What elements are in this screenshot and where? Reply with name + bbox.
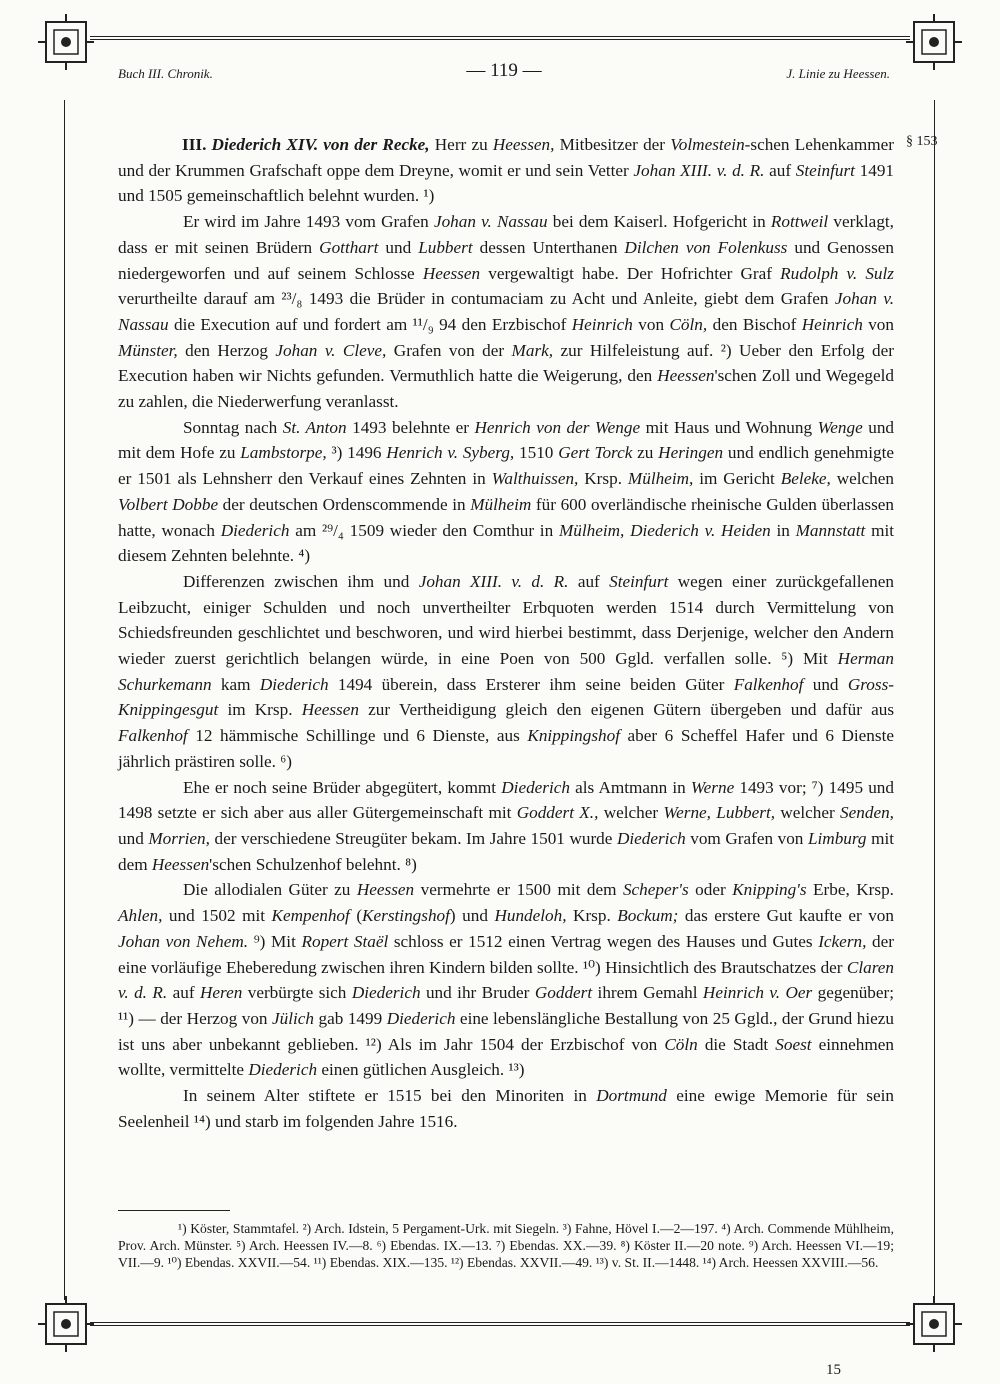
frame-top-line-inner: [90, 39, 910, 40]
paragraph: Sonntag nach St. Anton 1493 belehnte er Henrich von der Wenge mit Haus und Wohnung Wenge und mit dem Hofe zu Lambstorpe, ³) 1496 Henrich v. Syberg, 1510 Gert Torck zu Heringen und endlich genehmigte er 1501 als Lehnsherr den Verkauf eines Zehnten in Walthuissen, Krsp. Mülheim, im Gericht Beleke, welchen Volbert Dobbe der deutschen Ordenscommende in Mülheim für 600 overländische rheinische Gulden überlassen hatte, wonach Diederich am ²⁹/₄ 1509 wieder den Comthur in Mülheim, Diederich v. Heiden in Mannstatt mit diesem Zehnten belehnte. ⁴): [118, 417, 895, 566]
frame-left-line: [64, 100, 65, 1300]
header-book-title: Buch III. Chronik.: [118, 66, 213, 81]
corner-ornament-top-left: [38, 14, 94, 70]
footnotes: [118, 1220, 894, 1271]
paragraph: III. Diederich XIV. von der Recke, Herr zu Heessen, Mitbesitzer der Volmestein-schen Lehenkammer und der Krummen Grafschaft oppe dem Dreyne, womit er und sein Vetter Johan XIII. v. d. R. auf Steinfurt 1491 und 1505 gemeinschaftlich belehnt wurden. ¹): [118, 135, 895, 206]
frame-bottom-line: [90, 1322, 910, 1323]
corner-ornament-bottom-right: [906, 1296, 962, 1352]
paragraph: In seinem Alter stiftete er 1515 bei den Minoriten in Dortmund eine ewige Memorie für sein Seelenheil ¹⁴) und starb im folgenden Jahre 1516.: [118, 1086, 894, 1131]
header-line-title: J. Linie zu Heessen.: [786, 66, 890, 81]
footnote-text: ¹) Köster, Stammtafel. ²) Arch. Idstein, 5 Pergament-Urk. mit Siegeln. ³) Fahne, Hövel I.—2—197. ⁴) Arch. Commende Mühlheim, Prov. Arch. Münster. ⁵) Arch. Heessen IV.—8. ⁶) Ebendas. IX.—13. ⁷) Ebendas. XX.—39. ⁸) Köster II.—20 note. ⁹) Arch. Heessen VI.—19; VII.—9. ¹⁰) Ebendas. XXVII.—54. ¹¹) Ebendas. XIX.—135. ¹²) Ebendas. XXVII.—49. ¹³) v. St. II.—1448. ¹⁴) Arch. Heessen XXVIII.—56.: [118, 1221, 894, 1270]
footnote-rule: [118, 1210, 230, 1211]
corner-ornament-bottom-left: [38, 1296, 94, 1352]
frame-bottom-line-inner: [90, 1325, 910, 1326]
frame-top-line: [90, 36, 910, 37]
paragraph: Ehe er noch seine Brüder abgegütert, kommt Diederich als Amtmann in Werne 1493 vor; ⁷) 1495 und 1498 setzte er sich aber aus aller Gütergemeinschaft mit Goddert X., welcher Werne, Lubbert, welcher Senden, und Morrien, der verschiedene Streugüter bekam. Im Jahre 1501 wurde Diederich vom Grafen von Limburg mit dem Heessen'schen Schulzenhof belehnt. ⁸): [118, 777, 895, 874]
section-margin-note: § 153: [906, 134, 938, 149]
body-text: [118, 132, 894, 1134]
frame-right-line: [934, 100, 935, 1300]
paragraph: Die allodialen Güter zu Heessen vermehrte er 1500 mit dem Scheper's oder Knipping's Erbe, Krsp. Ahlen, und 1502 mit Kempenhof (Kerstingshof) und Hundeloh, Krsp. Bockum; das erstere Gut kaufte er von Johan von Nehem. ⁹) Mit Ropert Staël schloss er 1512 einen Vertrag wegen des Hauses und Gutes Ickern, der eine vorläufige Eheberedung zwischen ihren Kindern bilden sollte. ¹⁰) Hinsichtlich des Brautschatzes der Claren v. d. R. auf Heren verbürgte sich Diederich und ihr Bruder Goddert ihrem Gemahl Heinrich v. Oer gegenüber; ¹¹) — der Herzog von Jülich gab 1499 Diederich eine lebenslängliche Bestallung von 25 Ggld., der Grund hiezu ist uns aber unbekannt geblieben. ¹²) Als im Jahr 1504 der Erzbischof von Cöln die Stadt Soest einnehmen wollte, vermittelte Diederich einen gütlichen Ausgleich. ¹³): [118, 880, 895, 1080]
paragraph: Er wird im Jahre 1493 vom Grafen Johan v. Nassau bei dem Kaiserl. Hofgericht in Rottweil verklagt, dass er mit seinen Brüdern Gotthart und Lubbert dessen Unterthanen Dilchen von Folenkuss und Genossen niedergeworfen und auf seinem Schlosse Heessen vergewaltigt habe. Der Hofrichter Graf Rudolph v. Sulz verurtheilte darauf am ²³/₈ 1493 die Brüder in contumaciam zu Acht und Anleite, giebt dem Grafen Johan v. Nassau die Execution auf und fordert am ¹¹/₉ 94 den Erzbischof Heinrich von Cöln, den Bischof Heinrich von Münster, den Herzog Johan v. Cleve, Grafen von der Mark, zur Hilfeleistung auf. ²) Ueber den Erfolg der Execution haben wir Nichts gefunden. Vermuthlich hatte die Weigerung, den Heessen'schen Zoll und Wegegeld zu zahlen, die Niederwerfung veranlasst.: [118, 212, 894, 412]
running-header: [118, 60, 890, 88]
signature-mark: 15: [826, 1362, 841, 1378]
page-number: — 119 —: [466, 60, 542, 81]
paragraph: Differenzen zwischen ihm und Johan XIII. v. d. R. auf Steinfurt wegen einer zurückgefallenen Leibzucht, einiger Schulden und noch unvertheilter Erbquoten werden 1514 durch Vermittelung von Schiedsfreunden geschlichtet und beschworen, und wird hierbei bestimmt, dass Derjenige, welcher den Andern wieder zuerst gerichtlich belangen würde, in eine Poen von 500 Ggld. verfallen solle. ⁵) Mit Herman Schurkemann kam Diederich 1494 überein, dass Ersterer ihm seine beiden Güter Falkenhof und Gross-Knippingesgut im Krsp. Heessen zur Vertheidigung gleich den eigenen Gütern übergeben und dafür aus Falkenhof 12 hämmische Schillinge und 6 Dienste, aus Knippingshof aber 6 Scheffel Hafer und 6 Dienste jährlich prästiren solle. ⁶): [118, 571, 895, 771]
corner-ornament-top-right: [906, 14, 962, 70]
